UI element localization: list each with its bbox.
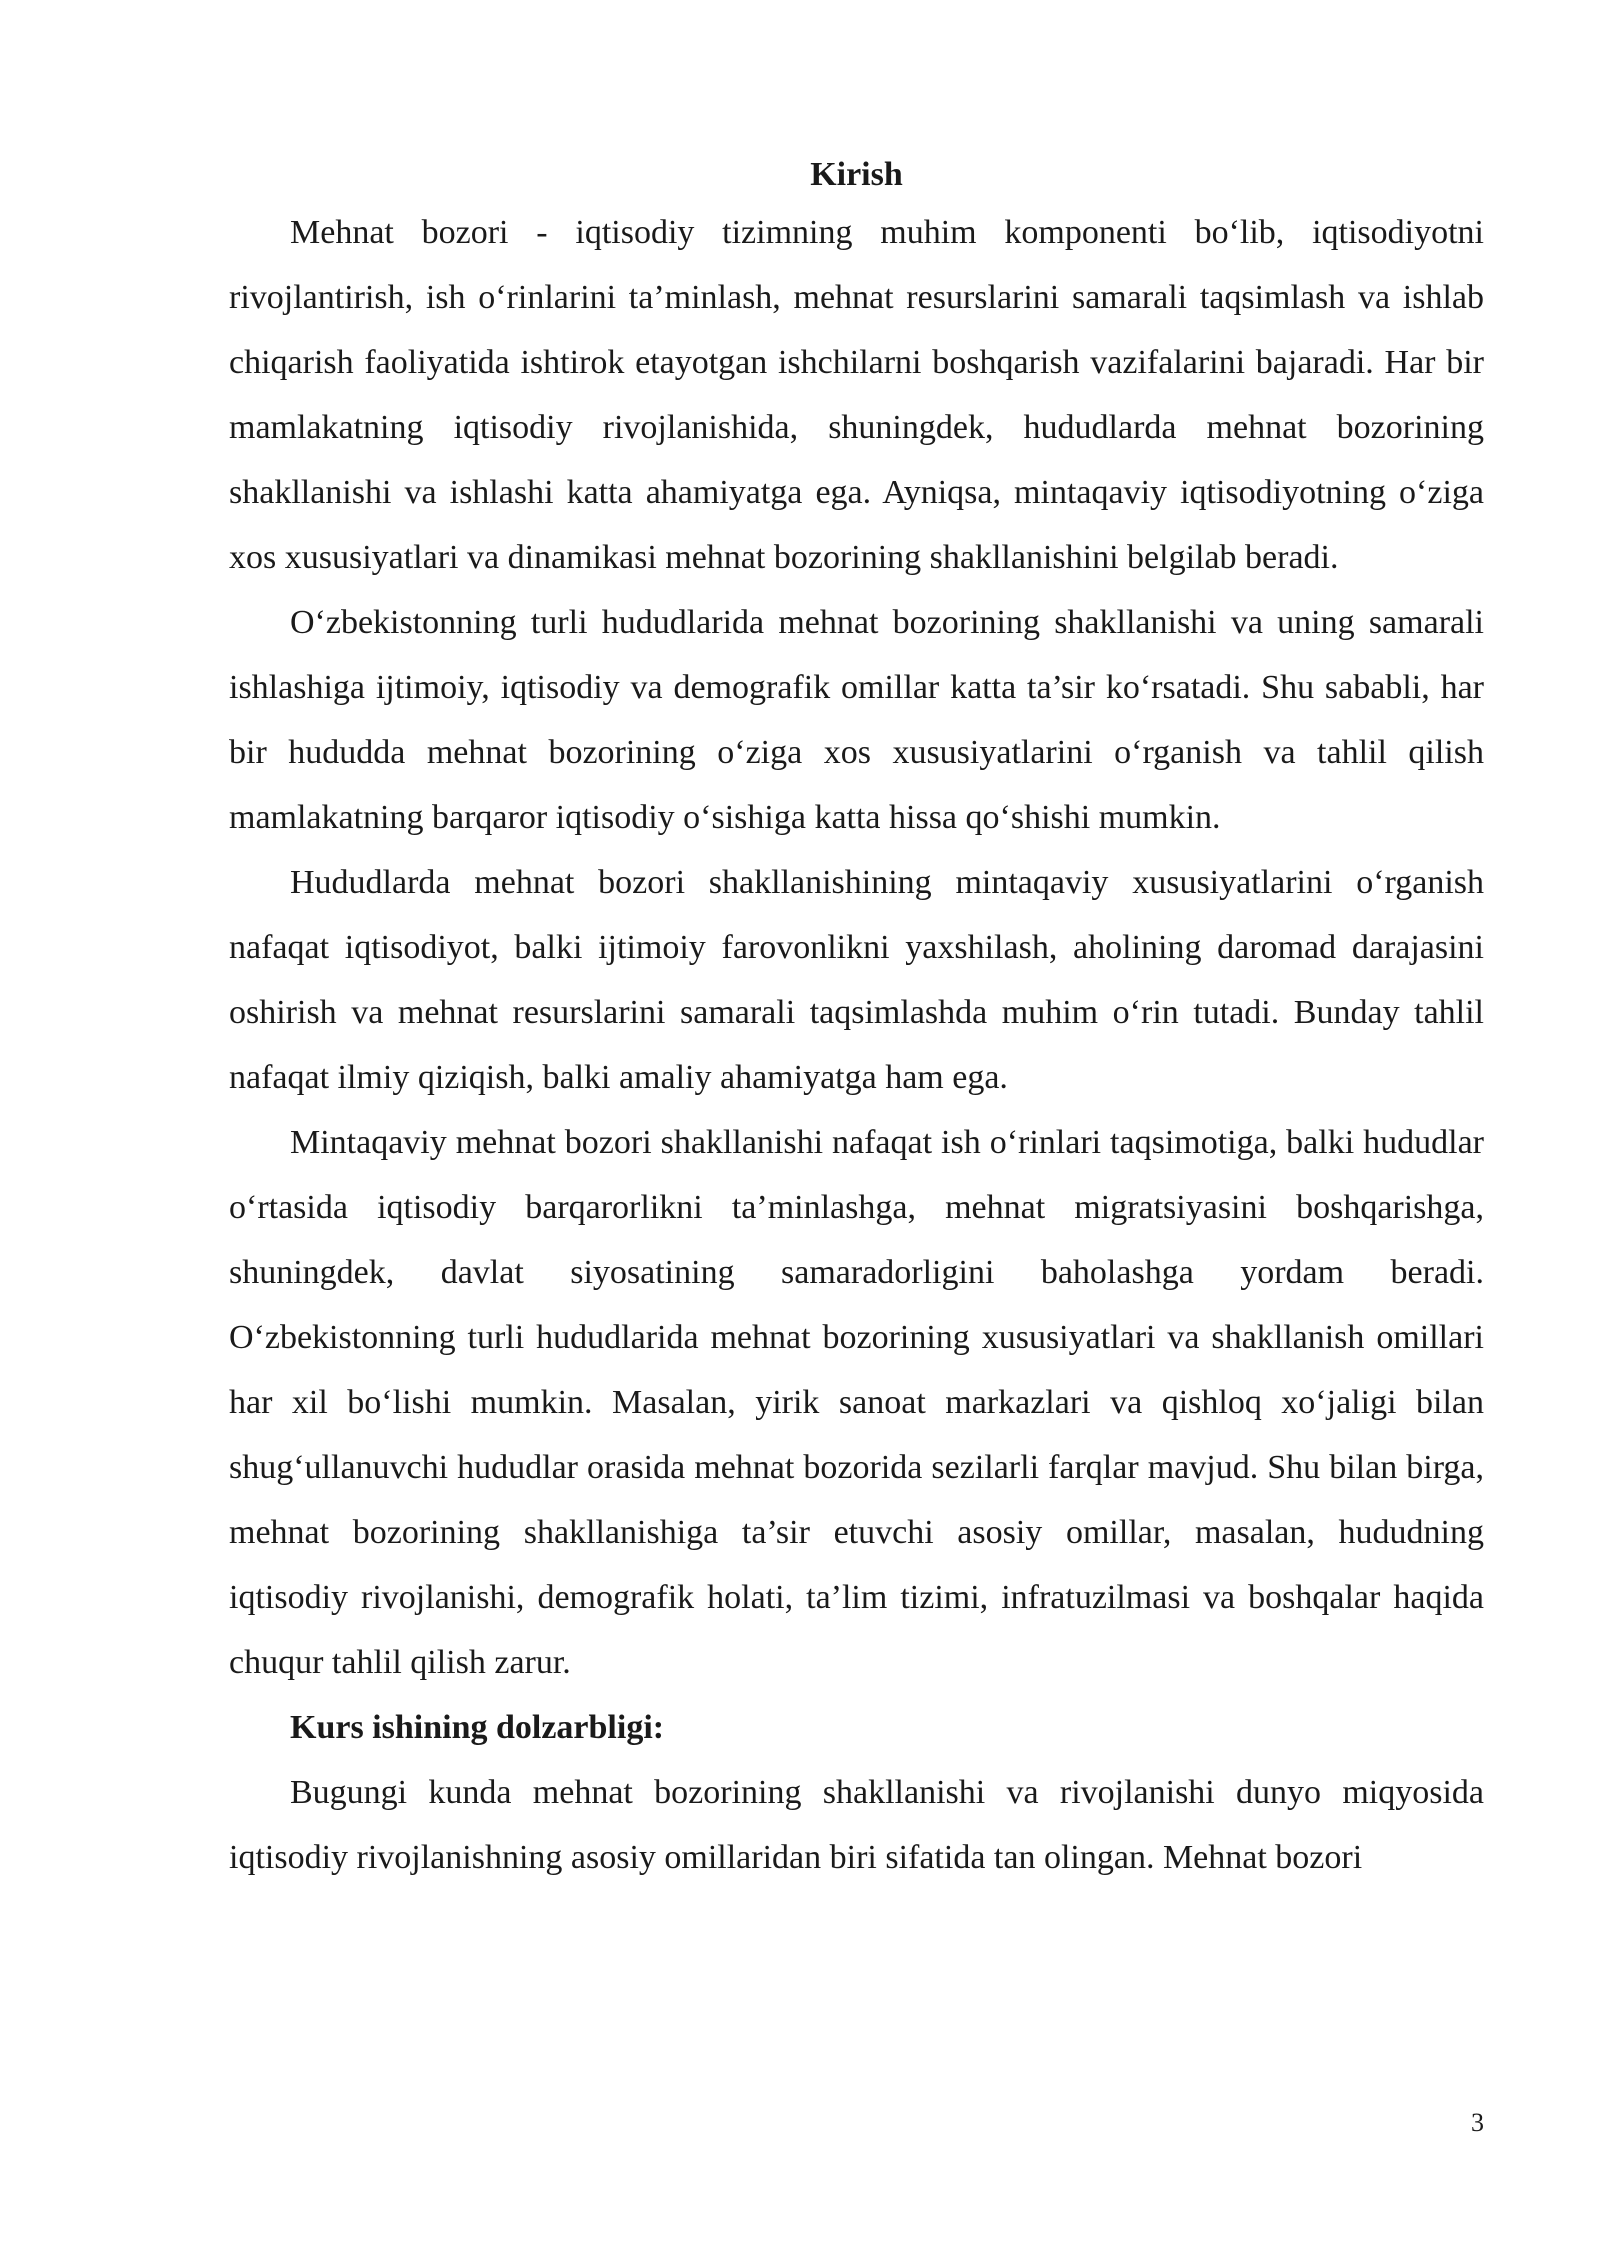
paragraph: Mintaqaviy mehnat bozori shakllanishi nafaqat ish o‘rinlari taqsimotiga, balki hududlar o‘rtasida iqtisodiy barqarorlikni ta’minlashga, mehnat migratsiyasini boshqarishga, shuningdek, davlat siyosatining samaradorligini baholashga yordam beradi. O‘zbekistonning turli hududlarida mehnat bozorining xususiyatlari va shakllanish omillari har xil bo‘lishi mumkin. Masalan, yirik sanoat markazlari va qishloq xo‘jaligi bilan shug‘ullanuvchi hududlar orasida mehnat bozorida sezilarli farqlar mavjud. Shu bilan birga, mehnat bozorining shakllanishiga ta’sir etuvchi asosiy omillar, masalan, hududning iqtisodiy rivojlanishi, demografik holati, ta’lim tizimi, infratuzilmasi va boshqalar haqida chuqur tahlil qilish zarur. [229, 1124, 1484, 1681]
paragraph: Hududlarda mehnat bozori shakllanishining mintaqaviy xususiyatlarini o‘rganish nafaqat iqtisodiyot, balki ijtimoiy farovonlikni yaxshilash, aholining daromad darajasini oshirish va mehnat resurslarini samarali taqsimlashda muhim o‘rin tutadi. Bunday tahlil nafaqat ilmiy qiziqish, balki amaliy ahamiyatga ham ega. [229, 864, 1484, 1096]
paragraph: O‘zbekistonning turli hududlarida mehnat bozorining shakllanishi va uning samarali ishlashiga ijtimoiy, iqtisodiy va demografik omillar katta ta’sir ko‘rsatadi. Shu sababli, har bir hududda mehnat bozorining o‘ziga xos xususiyatlarini o‘rganish va tahlil qilish mamlakatning barqaror iqtisodiy o‘sishiga katta hissa qo‘shishi mumkin. [229, 604, 1484, 836]
document-title: Kirish [810, 156, 903, 193]
page-number: 3 [1471, 2108, 1484, 2137]
document-page [229, 150, 1484, 1890]
section-heading: Kurs ishining dolzarbligi: [290, 1709, 665, 1746]
paragraph: Mehnat bozori - iqtisodiy tizimning muhim komponenti bo‘lib, iqtisodiyotni rivojlantirish, ish o‘rinlarini ta’minlash, mehnat resurslarini samarali taqsimlash va ishlab chiqarish faoliyatida ishtirok etayotgan ishchilarni boshqarish vazifalarini bajaradi. Har bir mamlakatning iqtisodiy rivojlanishida, shuningdek, hududlarda mehnat bozorining shakllanishi va ishlashi katta ahamiyatga ega. Ayniqsa, mintaqaviy iqtisodiyotning o‘ziga xos xususiyatlari va dinamikasi mehnat bozorining shakllanishini belgilab beradi. [229, 214, 1484, 576]
paragraph: Bugungi kunda mehnat bozorining shakllanishi va rivojlanishi dunyo miqyosida iqtisodiy rivojlanishning asosiy omillaridan biri sifatida tan olingan. Mehnat bozori [229, 1774, 1484, 1876]
